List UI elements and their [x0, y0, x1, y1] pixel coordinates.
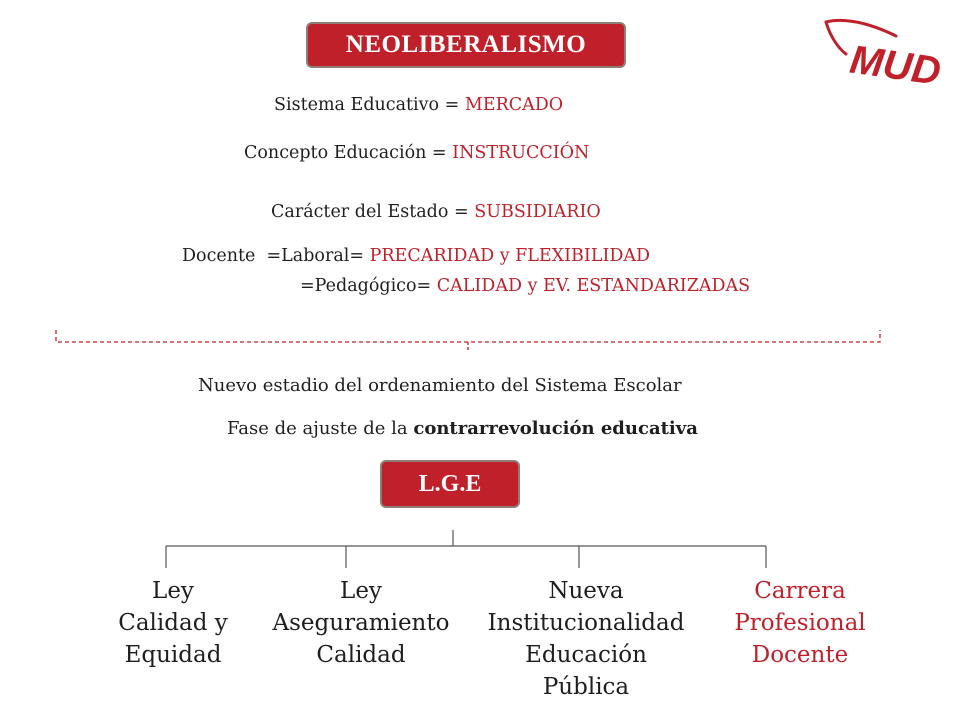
definition-value: MERCADO: [464, 95, 564, 115]
branch-line: Ley: [152, 578, 194, 604]
docente-pedagogico-value: CALIDAD y EV. ESTANDARIZADAS: [436, 276, 751, 296]
branch-line: Profesional: [734, 610, 866, 636]
branch-carrera-profesional-docente: [700, 575, 900, 671]
branch-line: Calidad y: [118, 610, 228, 636]
docente-pedagogico-label: =Pedagógico=: [300, 276, 437, 296]
docente-laboral-value: PRECARIDAD y FLEXIBILIDAD: [369, 246, 651, 266]
definition-label: Sistema Educativo =: [274, 95, 465, 115]
branch-line: Carrera: [754, 578, 846, 604]
branch-line: Nueva: [548, 578, 624, 604]
definition-value: SUBSIDIARIO: [474, 202, 601, 222]
summary-text: Nuevo estadio del ordenamiento del Sistema Escolar: [198, 375, 682, 396]
definition-value: INSTRUCCIÓN: [452, 143, 590, 163]
dashed-bracket: [56, 330, 880, 350]
lge-box: [380, 460, 520, 508]
branch-line: Calidad: [316, 642, 406, 668]
branch-line: Aseguramiento: [272, 610, 450, 636]
branch-ley-aseguramiento-calidad: [261, 575, 461, 671]
branch-line: Institucionalidad: [487, 610, 685, 636]
branch-line: Ley: [340, 578, 382, 604]
branch-line: Equidad: [124, 642, 222, 668]
branch-line: Docente: [751, 642, 849, 668]
definition-label: Concepto Educación =: [244, 143, 453, 163]
page-title: NEOLIBERALISMO: [345, 31, 587, 58]
logo-text: MUD: [847, 37, 944, 90]
summary-line-1: [198, 375, 682, 396]
docente-label: Docente =Laboral=: [182, 246, 370, 266]
definition-label: Carácter del Estado =: [271, 202, 475, 222]
branch-ley-calidad-equidad: [73, 575, 273, 671]
branch-line: Educación Pública: [525, 642, 647, 700]
summary-bold: contrarrevolución educativa: [413, 418, 698, 439]
tree-connector: [166, 530, 766, 568]
summary-prefix: Fase de ajuste de la: [227, 418, 414, 439]
lge-label: L.G.E: [418, 470, 482, 497]
branch-nueva-institucionalidad: [486, 575, 686, 703]
summary-line-2: [227, 418, 698, 439]
